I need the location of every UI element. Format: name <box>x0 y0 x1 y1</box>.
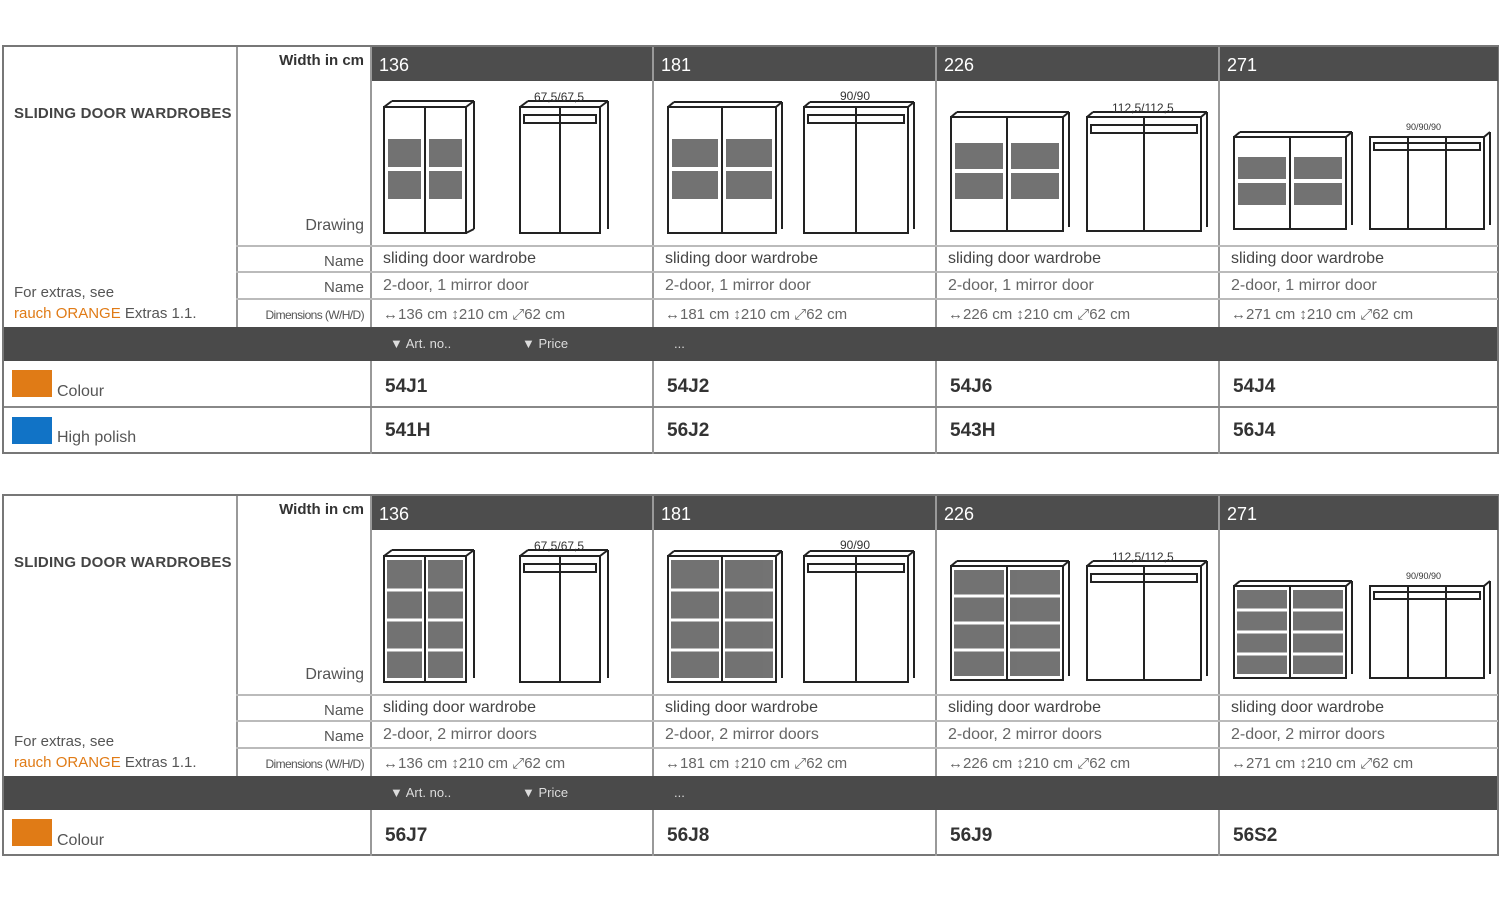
dims-136: ↔136 cm ↕210 cm ⤢62 cm <box>383 755 566 772</box>
wardrobe-drawing-181 <box>666 546 921 691</box>
inner-label-226: 112,5/112,5 <box>1112 550 1174 564</box>
width-label: Width in cm <box>279 501 364 518</box>
extras-reference[interactable] <box>14 303 197 324</box>
wardrobe-drawing-136 <box>382 546 612 691</box>
article-54J1[interactable]: 54J1 <box>385 376 428 397</box>
name-181: sliding door wardrobe <box>665 250 818 267</box>
price-sort[interactable]: ▼ Price <box>522 336 569 351</box>
width-header-271: 271 <box>1220 496 1498 530</box>
article-56J4[interactable]: 56J4 <box>1233 420 1276 441</box>
article-56S2[interactable]: 56S2 <box>1233 825 1278 846</box>
inner-label-181: 90/90 <box>840 89 871 103</box>
inner-label-226: 112,5/112,5 <box>1112 101 1174 115</box>
width-header-136: 136 <box>372 496 652 530</box>
doors-226: 2-door, 1 mirror door <box>948 277 1094 294</box>
orange-link[interactable]: rauch ORANGE <box>14 305 121 322</box>
price-sort[interactable]: ▼ Price <box>522 785 569 800</box>
more-indicator: ... <box>674 336 685 351</box>
orange-swatch <box>12 819 52 846</box>
article-56J2[interactable]: 56J2 <box>667 420 710 441</box>
extras-line: For extras, see <box>14 733 115 750</box>
dimensions-label: Dimensions (W/H/D) <box>265 757 364 771</box>
wardrobe-drawing-271 <box>1232 576 1492 691</box>
name-181: sliding door wardrobe <box>665 699 818 716</box>
article-541H[interactable]: 541H <box>385 420 431 441</box>
drawing-label: Drawing <box>305 217 364 234</box>
art-no-sort[interactable]: ▼ Art. no.. <box>390 336 452 351</box>
article-header-bar <box>4 327 1497 361</box>
orange-swatch <box>12 370 52 397</box>
wardrobe-drawing-181 <box>666 97 921 242</box>
width-header-181: 181 <box>654 496 935 530</box>
orange-link[interactable]: rauch ORANGE <box>14 754 121 771</box>
article-56J8[interactable]: 56J8 <box>667 825 710 846</box>
dims-226: ↔226 cm ↕210 cm ⤢62 cm <box>948 755 1131 772</box>
name2-label: Name <box>323 279 364 296</box>
width-header-226: 226 <box>937 496 1218 530</box>
name2-label: Name <box>323 728 364 745</box>
article-543H[interactable]: 543H <box>950 420 996 441</box>
extras-reference[interactable] <box>14 752 197 773</box>
article-56J7[interactable]: 56J7 <box>385 825 428 846</box>
doors-136: 2-door, 1 mirror door <box>383 277 529 294</box>
wardrobe-table-1 <box>2 45 1499 454</box>
extras-note <box>14 731 197 773</box>
doors-136: 2-door, 2 mirror doors <box>383 726 537 743</box>
article-56J9[interactable]: 56J9 <box>950 825 993 846</box>
dimensions-label: Dimensions (W/H/D) <box>265 308 364 322</box>
drawing-label: Drawing <box>305 666 364 683</box>
extras-line: For extras, see <box>14 284 115 301</box>
inner-label-136: 67,5/67,5 <box>534 539 585 553</box>
article-54J2[interactable]: 54J2 <box>667 376 710 397</box>
doors-181: 2-door, 1 mirror door <box>665 277 811 294</box>
dims-181: ↔181 cm ↕210 cm ⤢62 cm <box>665 306 848 323</box>
doors-226: 2-door, 2 mirror doors <box>948 726 1102 743</box>
width-header-181: 181 <box>654 47 935 81</box>
table-title: SLIDING DOOR WARDROBES <box>14 105 232 122</box>
name-label: Name <box>323 253 364 270</box>
article-54J4[interactable]: 54J4 <box>1233 376 1276 397</box>
name-136: sliding door wardrobe <box>383 250 536 267</box>
article-54J6[interactable]: 54J6 <box>950 376 993 397</box>
width-label: Width in cm <box>279 52 364 69</box>
wardrobe-drawing-226 <box>949 107 1214 242</box>
extras-rest: Extras 1.1. <box>120 305 197 322</box>
table-title: SLIDING DOOR WARDROBES <box>14 554 232 571</box>
inner-label-271: 90/90/90 <box>1406 122 1442 132</box>
extras-rest: Extras 1.1. <box>120 754 197 771</box>
row-label-colour: Colour <box>57 383 105 400</box>
doors-271: 2-door, 1 mirror door <box>1231 277 1377 294</box>
dims-271: ↔271 cm ↕210 cm ⤢62 cm <box>1231 755 1414 772</box>
dims-136: ↔136 cm ↕210 cm ⤢62 cm <box>383 306 566 323</box>
inner-label-181: 90/90 <box>840 538 871 552</box>
name-226: sliding door wardrobe <box>948 699 1101 716</box>
article-header-bar <box>4 776 1497 810</box>
name-label: Name <box>323 702 364 719</box>
wardrobe-table-2 <box>2 494 1499 856</box>
wardrobe-drawing-271 <box>1232 127 1492 242</box>
row-label-colour: Colour <box>57 832 105 849</box>
inner-label-271: 90/90/90 <box>1406 571 1442 581</box>
blue-swatch <box>12 417 52 444</box>
doors-181: 2-door, 2 mirror doors <box>665 726 819 743</box>
wardrobe-drawing-136 <box>382 97 612 242</box>
name-271: sliding door wardrobe <box>1231 699 1384 716</box>
art-no-sort[interactable]: ▼ Art. no.. <box>390 785 452 800</box>
dims-226: ↔226 cm ↕210 cm ⤢62 cm <box>948 306 1131 323</box>
row-label-high-polish: High polish <box>57 429 137 446</box>
wardrobe-drawing-226 <box>949 556 1214 691</box>
extras-note <box>14 282 197 324</box>
inner-label-136: 67,5/67,5 <box>534 90 585 104</box>
more-indicator: ... <box>674 785 685 800</box>
doors-271: 2-door, 2 mirror doors <box>1231 726 1385 743</box>
dims-271: ↔271 cm ↕210 cm ⤢62 cm <box>1231 306 1414 323</box>
width-header-226: 226 <box>937 47 1218 81</box>
width-header-271: 271 <box>1220 47 1498 81</box>
name-226: sliding door wardrobe <box>948 250 1101 267</box>
width-header-136: 136 <box>372 47 652 81</box>
name-271: sliding door wardrobe <box>1231 250 1384 267</box>
dims-181: ↔181 cm ↕210 cm ⤢62 cm <box>665 755 848 772</box>
name-136: sliding door wardrobe <box>383 699 536 716</box>
